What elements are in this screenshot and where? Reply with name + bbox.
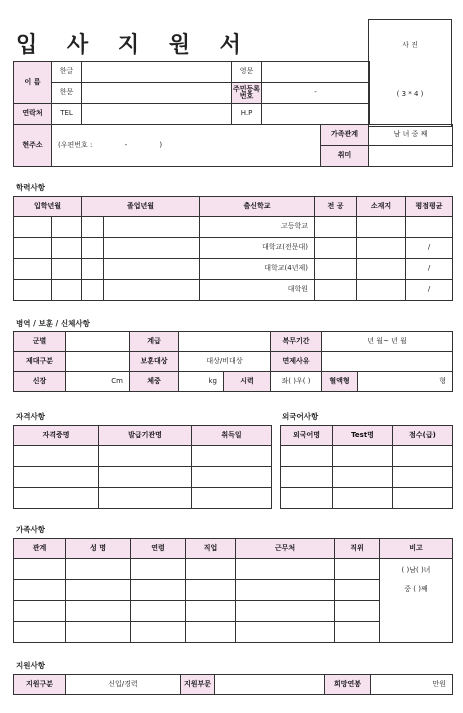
family-header-relation: 관계 bbox=[14, 539, 66, 559]
family-job-cell[interactable] bbox=[186, 601, 236, 622]
family-workplace-cell[interactable] bbox=[236, 580, 335, 601]
edu-header-grad: 졸업년월 bbox=[82, 197, 200, 217]
family-age-cell[interactable] bbox=[131, 559, 186, 580]
photo-label: 사 진 bbox=[402, 41, 418, 49]
edu-header-location: 소재지 bbox=[357, 197, 406, 217]
family-position-cell[interactable] bbox=[335, 601, 380, 622]
form-title: 입 사 지 원 서 bbox=[16, 33, 252, 58]
family-table bbox=[13, 538, 453, 643]
language-section-title: 외국어사항 bbox=[282, 412, 319, 421]
photo-size: ( 3 * 4 ) bbox=[396, 90, 424, 98]
entry-month-field[interactable] bbox=[52, 217, 82, 238]
edu-header-gpa: 평점평균 bbox=[406, 197, 453, 217]
lang-header-score: 점수(급) bbox=[393, 426, 453, 446]
family-relation-cell[interactable] bbox=[14, 601, 66, 622]
service-period-label: 복무기간 bbox=[271, 332, 322, 352]
postal-label: (우편번호 : bbox=[58, 140, 93, 149]
family-position-cell[interactable] bbox=[335, 559, 380, 580]
entry-month-field[interactable] bbox=[52, 259, 82, 280]
address-label: 현주소 bbox=[14, 125, 52, 167]
hangul-name-field[interactable] bbox=[82, 62, 232, 83]
discharge-label: 제대구분 bbox=[14, 352, 66, 372]
cert-name-field[interactable] bbox=[14, 488, 99, 509]
family-age-cell[interactable] bbox=[131, 580, 186, 601]
cert-date-field[interactable] bbox=[192, 488, 272, 509]
blood-type-label: 혈액형 bbox=[322, 372, 358, 392]
family-header-age: 연령 bbox=[131, 539, 186, 559]
weight-label: 체중 bbox=[130, 372, 179, 392]
grad-month-field[interactable] bbox=[104, 217, 200, 238]
grad-year-field[interactable] bbox=[82, 217, 104, 238]
family-job-cell[interactable] bbox=[186, 622, 236, 643]
cert-issuer-field[interactable] bbox=[99, 446, 192, 467]
lang-header-test: Test명 bbox=[333, 426, 393, 446]
table-row bbox=[281, 446, 453, 467]
veteran-label: 보훈대상 bbox=[130, 352, 179, 372]
school-name-field[interactable]: 대학원 bbox=[200, 280, 315, 301]
service-period-field[interactable]: 년 월~ 년 월 bbox=[322, 332, 453, 352]
gpa-field[interactable]: / bbox=[406, 280, 453, 301]
family-age-cell[interactable] bbox=[131, 622, 186, 643]
lang-score-field[interactable] bbox=[393, 467, 453, 488]
school-name-field[interactable]: 대학교(전문대) bbox=[200, 238, 315, 259]
family-header-job: 직업 bbox=[186, 539, 236, 559]
family-header-position: 직위 bbox=[335, 539, 380, 559]
vision-field[interactable]: 좌( )우( ) bbox=[271, 372, 322, 392]
major-field[interactable] bbox=[315, 259, 357, 280]
major-field[interactable] bbox=[315, 238, 357, 259]
height-field[interactable]: Cm bbox=[66, 372, 130, 392]
family-age-cell[interactable] bbox=[131, 601, 186, 622]
cert-date-field[interactable] bbox=[192, 467, 272, 488]
education-table bbox=[13, 196, 453, 301]
gpa-field[interactable]: / bbox=[406, 238, 453, 259]
lang-score-field[interactable] bbox=[393, 446, 453, 467]
english-name-field[interactable] bbox=[262, 62, 370, 83]
cert-issuer-field[interactable] bbox=[99, 488, 192, 509]
family-header-workplace: 근무처 bbox=[236, 539, 335, 559]
edu-header-school: 출신학교 bbox=[200, 197, 315, 217]
location-field[interactable] bbox=[357, 217, 406, 238]
address-table bbox=[13, 124, 453, 167]
family-relation-label: 가족관계 bbox=[321, 125, 369, 146]
rank-field[interactable] bbox=[179, 332, 271, 352]
major-field[interactable] bbox=[315, 280, 357, 301]
lang-test-field[interactable] bbox=[333, 467, 393, 488]
entry-month-field[interactable] bbox=[52, 280, 82, 301]
family-position-cell[interactable] bbox=[335, 580, 380, 601]
table-row bbox=[14, 467, 272, 488]
hanja-name-field[interactable] bbox=[82, 83, 232, 104]
location-field[interactable] bbox=[357, 259, 406, 280]
table-row bbox=[14, 238, 453, 259]
tel-field[interactable] bbox=[82, 104, 232, 125]
hp-field[interactable] bbox=[262, 104, 370, 125]
veteran-field[interactable]: 대상/비대상 bbox=[179, 352, 271, 372]
table-row bbox=[281, 488, 453, 509]
family-section-title: 가족사항 bbox=[16, 525, 45, 534]
family-header-name: 성 명 bbox=[66, 539, 131, 559]
family-name-cell[interactable] bbox=[66, 622, 131, 643]
cert-date-field[interactable] bbox=[192, 446, 272, 467]
table-row bbox=[14, 259, 453, 280]
lang-name-field[interactable] bbox=[281, 446, 333, 467]
height-label: 신장 bbox=[14, 372, 66, 392]
grad-month-field[interactable] bbox=[104, 259, 200, 280]
grad-month-field[interactable] bbox=[104, 238, 200, 259]
education-section-title: 학력사항 bbox=[16, 183, 45, 192]
lang-test-field[interactable] bbox=[333, 446, 393, 467]
family-name-cell[interactable] bbox=[66, 580, 131, 601]
desired-salary-field[interactable]: 만원 bbox=[371, 675, 453, 695]
family-workplace-cell[interactable] bbox=[236, 622, 335, 643]
cert-name-field[interactable] bbox=[14, 467, 99, 488]
hobby-label: 취미 bbox=[321, 146, 369, 167]
family-name-cell[interactable] bbox=[66, 601, 131, 622]
gpa-field[interactable] bbox=[406, 217, 453, 238]
discharge-field[interactable] bbox=[66, 352, 130, 372]
table-row bbox=[14, 559, 453, 580]
family-name-cell[interactable] bbox=[66, 559, 131, 580]
family-job-cell[interactable] bbox=[186, 580, 236, 601]
birth-order-text: 중 ( )째 bbox=[404, 585, 428, 594]
lang-test-field[interactable] bbox=[333, 488, 393, 509]
application-dept-field[interactable] bbox=[215, 675, 325, 695]
family-relation-field[interactable]: 남 녀 중 째 bbox=[369, 125, 453, 146]
branch-label: 군별 bbox=[14, 332, 66, 352]
edu-header-major: 전 공 bbox=[315, 197, 357, 217]
family-position-cell[interactable] bbox=[335, 622, 380, 643]
application-section-title: 지원사항 bbox=[16, 661, 45, 670]
branch-field[interactable] bbox=[66, 332, 130, 352]
family-note-cell[interactable] bbox=[380, 559, 453, 643]
hobby-field[interactable] bbox=[369, 146, 453, 167]
lang-name-field[interactable] bbox=[281, 488, 333, 509]
lang-score-field[interactable] bbox=[393, 488, 453, 509]
english-label: 영문 bbox=[232, 62, 262, 83]
hp-label: H.P bbox=[232, 104, 262, 125]
table-row bbox=[281, 467, 453, 488]
vision-label: 시력 bbox=[224, 372, 271, 392]
table-row bbox=[14, 446, 272, 467]
cert-header-issuer: 발급기관명 bbox=[99, 426, 192, 446]
table-row bbox=[14, 488, 272, 509]
lang-name-field[interactable] bbox=[281, 467, 333, 488]
lang-header-name: 외국어명 bbox=[281, 426, 333, 446]
application-dept-label: 지원부문 bbox=[181, 675, 215, 695]
weight-field[interactable]: kg bbox=[179, 372, 224, 392]
family-workplace-cell[interactable] bbox=[236, 601, 335, 622]
language-table bbox=[280, 425, 453, 509]
contact-label: 연락처 bbox=[14, 104, 52, 125]
entry-year-field[interactable] bbox=[14, 217, 52, 238]
desired-salary-label: 희망연봉 bbox=[325, 675, 371, 695]
family-relation-cell[interactable] bbox=[14, 580, 66, 601]
tel-label: TEL bbox=[52, 104, 82, 125]
grad-year-field[interactable] bbox=[82, 259, 104, 280]
major-field[interactable] bbox=[315, 217, 357, 238]
military-table bbox=[13, 331, 453, 392]
family-job-cell[interactable] bbox=[186, 559, 236, 580]
postal-close: ) bbox=[159, 140, 163, 149]
table-row bbox=[14, 217, 453, 238]
exemption-field[interactable] bbox=[322, 352, 453, 372]
grad-year-field[interactable] bbox=[82, 238, 104, 259]
edu-header-entry: 입학년월 bbox=[14, 197, 82, 217]
hangul-label: 한글 bbox=[52, 62, 82, 83]
family-workplace-cell[interactable] bbox=[236, 559, 335, 580]
resident-number-field[interactable]: - bbox=[262, 83, 370, 104]
school-name-field[interactable]: 고등학교 bbox=[200, 217, 315, 238]
resident-number-label: 주민등록번호 bbox=[232, 83, 262, 104]
cert-issuer-field[interactable] bbox=[99, 467, 192, 488]
cert-header-name: 자격증명 bbox=[14, 426, 99, 446]
entry-month-field[interactable] bbox=[52, 238, 82, 259]
cert-name-field[interactable] bbox=[14, 446, 99, 467]
blood-type-field[interactable]: 형 bbox=[358, 372, 453, 392]
cert-header-date: 취득일 bbox=[192, 426, 272, 446]
application-type-label: 지원구분 bbox=[14, 675, 66, 695]
application-table bbox=[13, 674, 453, 695]
address-field[interactable] bbox=[52, 125, 321, 167]
entry-year-field[interactable] bbox=[14, 280, 52, 301]
rank-label: 계급 bbox=[130, 332, 179, 352]
certificate-table bbox=[13, 425, 272, 509]
family-relation-cell[interactable] bbox=[14, 622, 66, 643]
grad-year-field[interactable] bbox=[82, 280, 104, 301]
photo-box[interactable] bbox=[368, 19, 452, 127]
school-name-field[interactable]: 대학교(4년제) bbox=[200, 259, 315, 280]
military-section-title: 병역 / 보훈 / 신체사항 bbox=[16, 319, 90, 328]
name-label: 이 름 bbox=[14, 62, 52, 104]
table-row bbox=[14, 280, 453, 301]
personal-info-table bbox=[13, 61, 370, 125]
postal-dash: - bbox=[124, 140, 128, 149]
gpa-field[interactable]: / bbox=[406, 259, 453, 280]
entry-year-field[interactable] bbox=[14, 259, 52, 280]
entry-year-field[interactable] bbox=[14, 238, 52, 259]
family-header-note: 비고 bbox=[380, 539, 453, 559]
application-type-field[interactable]: 신입/경력 bbox=[66, 675, 181, 695]
family-relation-cell[interactable] bbox=[14, 559, 66, 580]
sibling-count-text: ( )남( )녀 bbox=[401, 566, 431, 574]
location-field[interactable] bbox=[357, 280, 406, 301]
grad-month-field[interactable] bbox=[104, 280, 200, 301]
location-field[interactable] bbox=[357, 238, 406, 259]
hanja-label: 한문 bbox=[52, 83, 82, 104]
exemption-label: 면제사유 bbox=[271, 352, 322, 372]
certificate-section-title: 자격사항 bbox=[16, 412, 45, 421]
